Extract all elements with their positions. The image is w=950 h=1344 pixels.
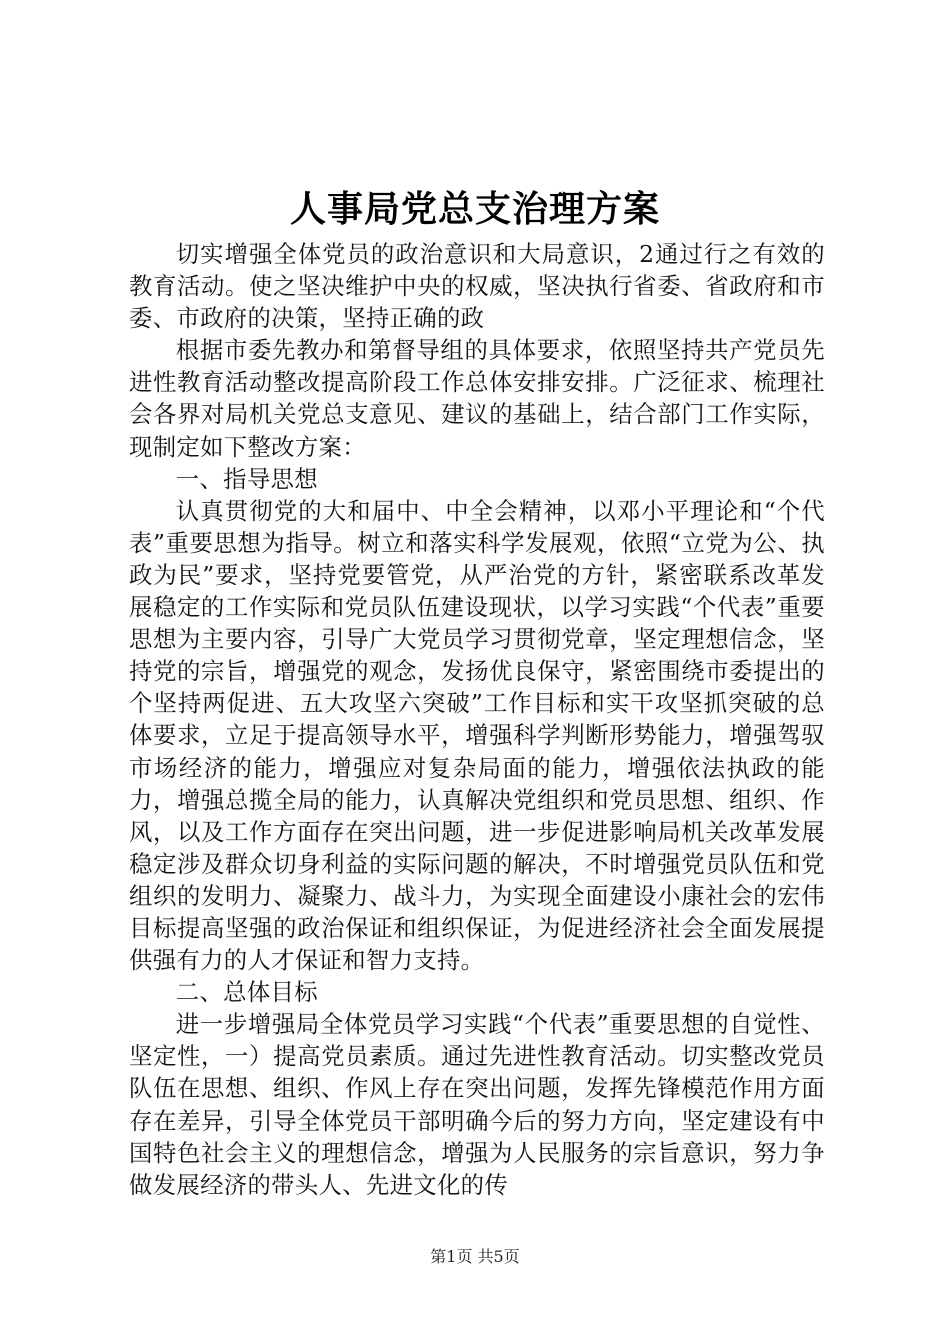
document-title: 人事局党总支治理方案 — [289, 188, 660, 230]
paragraph-basis: 根据市委先教办和第督导组的具体要求，依照坚持共产党员先进性教育活动整改提高阶段工作总体安排安排。广泛征求、梳理社会各界对局机关党总支意见、建议的基础上，结合部门工作实际，现制定如下整改方案： — [129, 336, 825, 461]
document-body — [129, 238, 825, 1201]
section-heading-overall-goal: 二、总体目标 — [175, 978, 318, 1007]
paragraph-guiding-thought: 认真贯彻党的大和届中、中全会精神，以邓小平理论和“个代表”重要思想为指导。树立和落实科学发展观，依照“立党为公、执政为民”要求，坚持党要管党，从严治党的方针，紧密联系改革发展稳定的工作实际和党员队伍建设现状，以学习实践“个代表”重要思想为主要内容，引导广大党员学习贯彻党章，坚定理想信念，坚持党的宗旨，增强党的观念，发扬优良保守，紧密围绕市委提出的个坚持两促进、五大攻坚六突破”工作目标和实干攻坚抓突破的总体要求，立足于提高领导水平，增强科学判断形势能力，增强驾驭市场经济的能力，增强应对复杂局面的能力，增强依法执政的能力，增强总揽全局的能力，认真解决党组织和党员思想、组织、作风，以及工作方面存在突出问题，进一步促进影响局机关改革发展稳定涉及群众切身利益的实际问题的解决，不时增强党员队伍和党组织的发明力、凝聚力、战斗力，为实现全面建设小康社会的宏伟目标提高坚强的政治保证和组织保证，为促进经济社会全面发展提供强有力的人才保证和智力支持。 — [129, 496, 825, 975]
page-footer: 第1页 共5页 — [430, 1247, 520, 1266]
paragraph-intro: 切实增强全体党员的政治意识和大局意识，2通过行之有效的教育活动。使之坚决维护中央的权威，坚决执行省委、省政府和市委、市政府的决策，坚持正确的政 — [129, 240, 825, 333]
section-heading-guiding-thought: 一、指导思想 — [175, 464, 318, 493]
paragraph-overall-goal: 进一步增强局全体党员学习实践“个代表”重要思想的自觉性、坚定性，一）提高党员素质。通过先进性教育活动。切实整改党员队伍在思想、组织、作风上存在突出问题，发挥先锋模范作用方面存在差异，引导全体党员干部明确今后的努力方向，坚定建设有中国特色社会主义的理想信念，增强为人民服务的宗旨意识，努力争做发展经济的带头人、先进文化的传 — [129, 1010, 825, 1199]
